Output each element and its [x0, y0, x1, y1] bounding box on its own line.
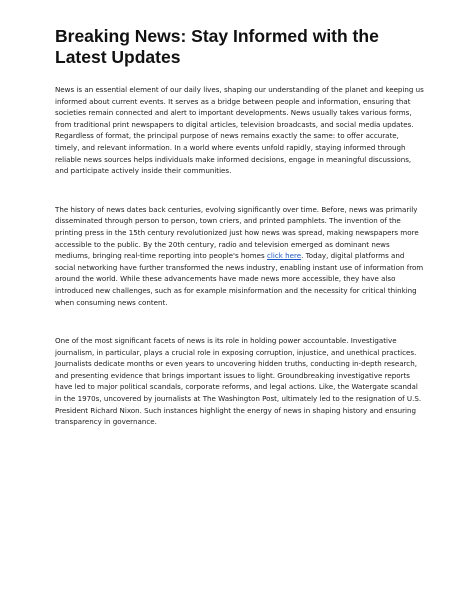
- paragraph-intro: News is an essential element of our daily lives, shaping our understanding of the planet and keeping us informed about current events. It serves as a bridge between people and information, ensuring that societies remain connected and alert to important developments. News usually takes various forms, from traditional print newspapers to digital articles, television broadcasts, and social media updates. Regardless of format, the principal purpose of news remains exactly the same: to offer accurate, timely, and relevant information. In a world where events unfold rapidly, staying informed through reliable news sources helps individuals make informed decisions, engage in meaningful discussions, and participate actively inside their communities.: [55, 85, 424, 176]
- paragraph-history-text-end: . Today, digital platforms and social networking have further transformed the news industry, enabling instant use of information from around the world. While these advancements have made news more accessible, they have also introduced new challenges, such as for example misinformation and the necessity for critical thinking when consuming news content.: [55, 251, 424, 307]
- click-here-link[interactable]: click here: [267, 251, 302, 261]
- paragraph-accountability: One of the most significant facets of news is its role in holding power accountable. Investigative journalism, in particular, plays a crucial role in exposing corruption, injustice, and unethical practices. Journalists dedicate months or even years to uncovering hidden truths, conducting in-depth research, and presenting evidence that brings important issues to light. Groundbreaking investigative reports have led to major political scandals, corporate reforms, and legal actions. Like, the Watergate scandal in the 1970s, uncovered by journalists at The Washington Post, ultimately led to the resignation of U.S. President Richard Nixon. Such instances highlight the energy of news in shaping history and ensuring transparency in governance.: [55, 336, 422, 427]
- page-title: Breaking News: Stay Informed with the Latest Updates: [55, 26, 379, 67]
- paragraph-history: [55, 204, 424, 308]
- paragraph-history-text-start: The history of news dates back centuries, evolving significantly over time. Before, news was primarily disseminated through person to person, town criers, and printed pamphlets. The invention of the printing press in the 15th century revolutionized just how news was spread, making newspapers more accessible to the public. By the 20th century, radio and television emerged as dominant news mediums, bringing real-time reporting into people's homes: [55, 204, 419, 261]
